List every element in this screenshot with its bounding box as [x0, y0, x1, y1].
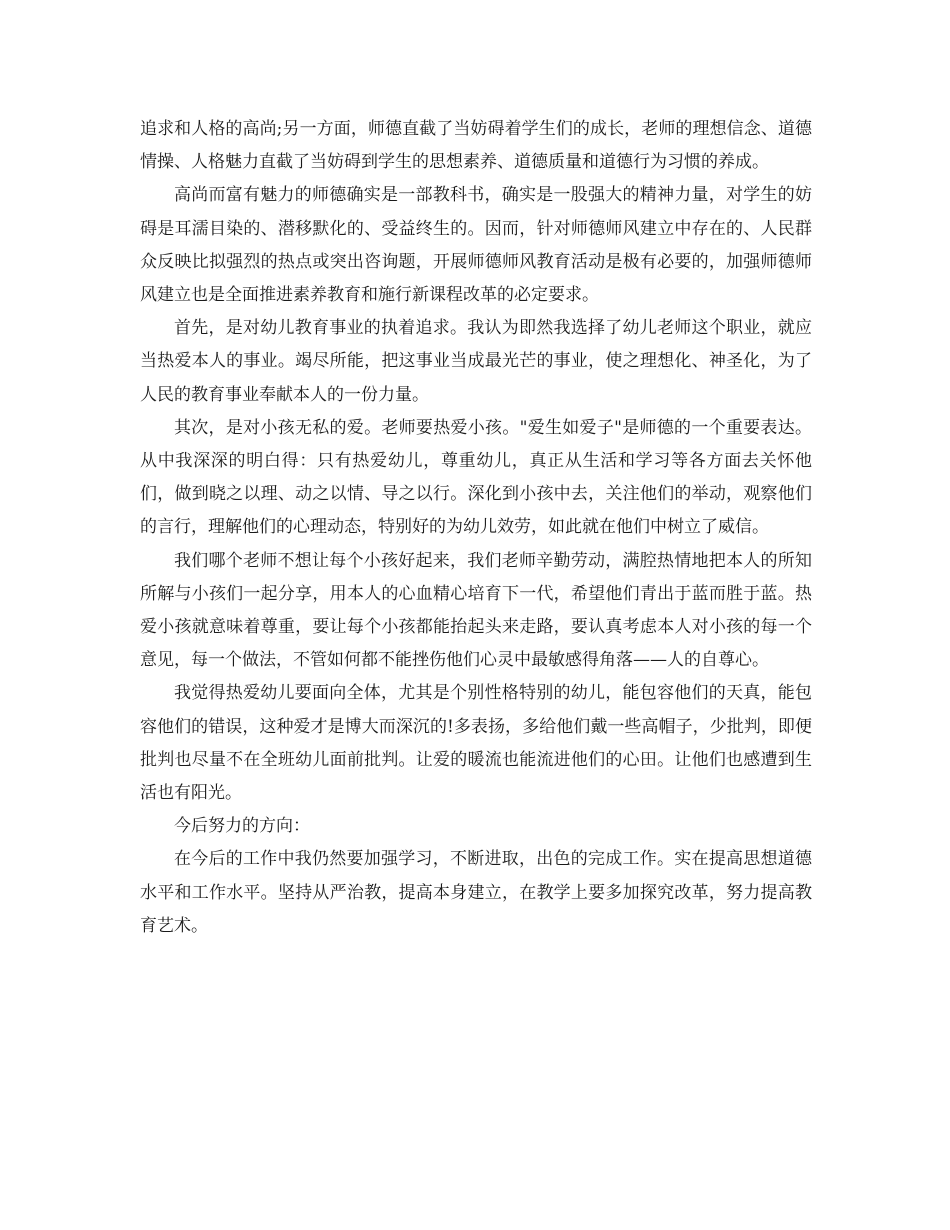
paragraph: 我们哪个老师不想让每个小孩好起来，我们老师辛勤劳动，满腔热情地把本人的所知所解与小孩们一起分享，用本人的心血精心培育下一代，希望他们青出于蓝而胜于蓝。热爱小孩就意味着尊重，要让每个小孩都能抬起头来走路，要认真考虑本人对小孩的每一个意见，每一个做法，不管如何都不能挫伤他们心灵中最敏感得角落——人的自尊心。	[140, 550, 812, 671]
paragraph: 我觉得热爱幼儿要面向全体，尤其是个别性格特别的幼儿，能包容他们的天真，能包容他们的错误，这种爱才是博大而深沉的!多表扬，多给他们戴一些高帽子，少批判，即便批判也尽量不在全班幼儿面前批判。让爱的暖流也能流进他们的心田。让他们也感遭到生活也有阳光。	[140, 683, 812, 804]
paragraph: 首先，是对幼儿教育事业的执着追求。我认为即然我选择了幼儿老师这个职业，就应当热爱本人的事业。竭尽所能，把这事业当成最光芒的事业，使之理想化、神圣化，为了人民的教育事业奉献本人的一份力量。	[140, 318, 812, 405]
paragraph: 高尚而富有魅力的师德确实是一部教科书，确实是一股强大的精神力量，对学生的妨碍是耳濡目染的、潜移默化的、受益终生的。因而，针对师德师风建立中存在的、人民群众反映比拟强烈的热点或突出咨询题，开展师德师风教育活动是极有必要的，加强师德师风建立也是全面推进素养教育和施行新课程改革的必定要求。	[140, 185, 812, 306]
paragraph: 在今后的工作中我仍然要加强学习，不断进取，出色的完成工作。实在提高思想道德水平和工作水平。坚持从严治教，提高本身建立，在教学上要多加探究改革，努力提高教育艺术。	[140, 849, 812, 936]
paragraph: 今后努力的方向：	[174, 816, 310, 837]
paragraph: 追求和人格的高尚;另一方面，师德直截了当妨碍着学生们的成长，老师的理想信念、道德情操、人格魅力直截了当妨碍到学生的思想素养、道德质量和道德行为习惯的养成。	[140, 119, 812, 173]
paragraph: 其次，是对小孩无私的爱。老师要热爱小孩。"爱生如爱子"是师德的一个重要表达。从中我深深的明白得：只有热爱幼儿，尊重幼儿，真正从生活和学习等各方面去关怀他们，做到晓之以理、动之以情、导之以行。深化到小孩中去，关注他们的举动，观察他们的言行，理解他们的心理动态，特别好的为幼儿效劳，如此就在他们中树立了威信。	[140, 417, 812, 538]
